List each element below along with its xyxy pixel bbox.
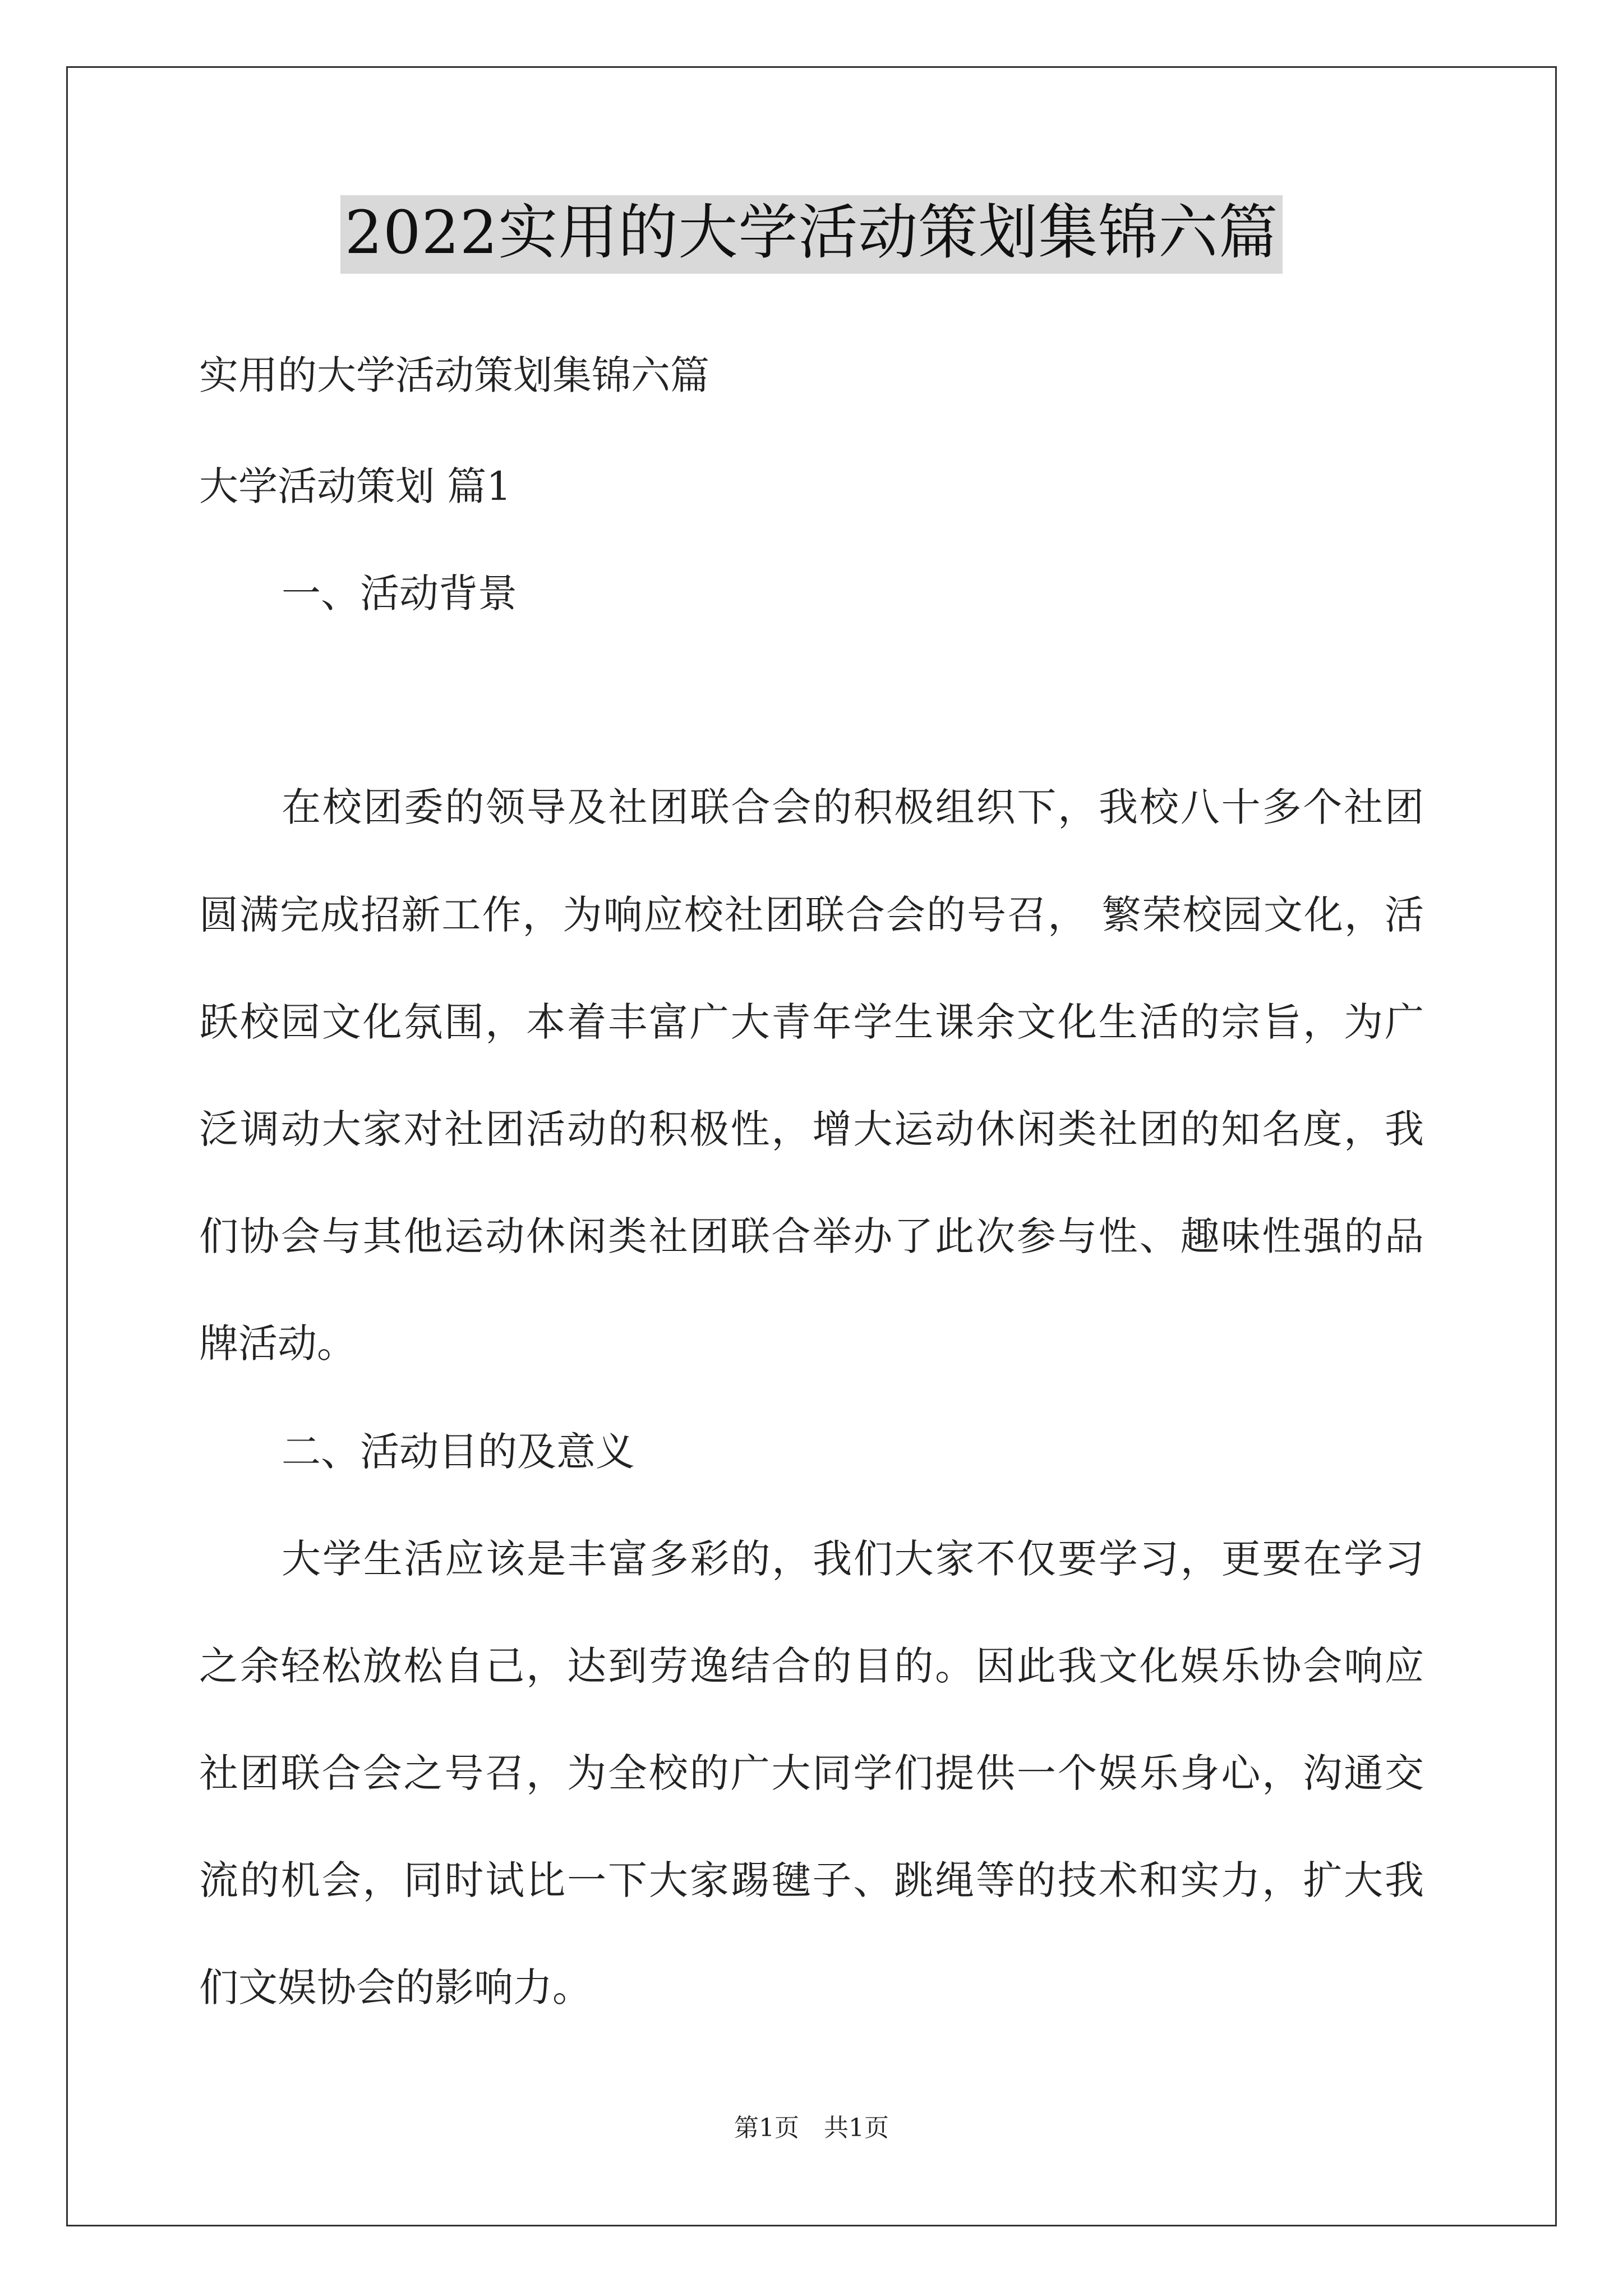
- document-subtitle: 实用的大学活动策划集锦六篇: [199, 352, 709, 398]
- section-heading: 大学活动策划 篇1: [199, 463, 511, 509]
- paragraph-2-line: 大学生活应该是丰富多彩的，我们大家不仅要学习，更要在学习: [282, 1536, 1424, 1582]
- paragraph-1-line: 跃校园文化氛围，本着丰富广大青年学生课余文化生活的宗旨，为广: [199, 999, 1424, 1045]
- document-title: [0, 195, 1623, 274]
- paragraph-1-line: 牌活动。: [199, 1320, 356, 1366]
- heading-activity-purpose: 二、活动目的及意义: [282, 1429, 635, 1475]
- document-title-text: 2022实用的大学活动策划集锦六篇: [340, 195, 1283, 274]
- paragraph-1-line: 在校团委的领导及社团联合会的积极组织下，我校八十多个社团: [282, 784, 1424, 830]
- paragraph-1-line: 们协会与其他运动休闲类社团联合举办了此次参与性、趣味性强的品: [199, 1213, 1424, 1259]
- paragraph-2-line: 之余轻松放松自己，达到劳逸结合的目的。因此我文化娱乐协会响应: [199, 1643, 1424, 1689]
- paragraph-2-line: 流的机会，同时试比一下大家踢毽子、跳绳等的技术和实力，扩大我: [199, 1857, 1424, 1903]
- paragraph-2-line: 社团联合会之号召，为全校的广大同学们提供一个娱乐身心，沟通交: [199, 1750, 1424, 1796]
- paragraph-1-line: 圆满完成招新工作，为响应校社团联合会的号召， 繁荣校园文化，活: [199, 892, 1424, 938]
- heading-activity-background: 一、活动背景: [282, 570, 517, 616]
- paragraph-2-line: 们文娱协会的影响力。: [199, 1964, 592, 2010]
- page-number: 第1页 共1页: [734, 2114, 889, 2142]
- paragraph-1-line: 泛调动大家对社团活动的积极性，增大运动休闲类社团的知名度，我: [199, 1106, 1424, 1152]
